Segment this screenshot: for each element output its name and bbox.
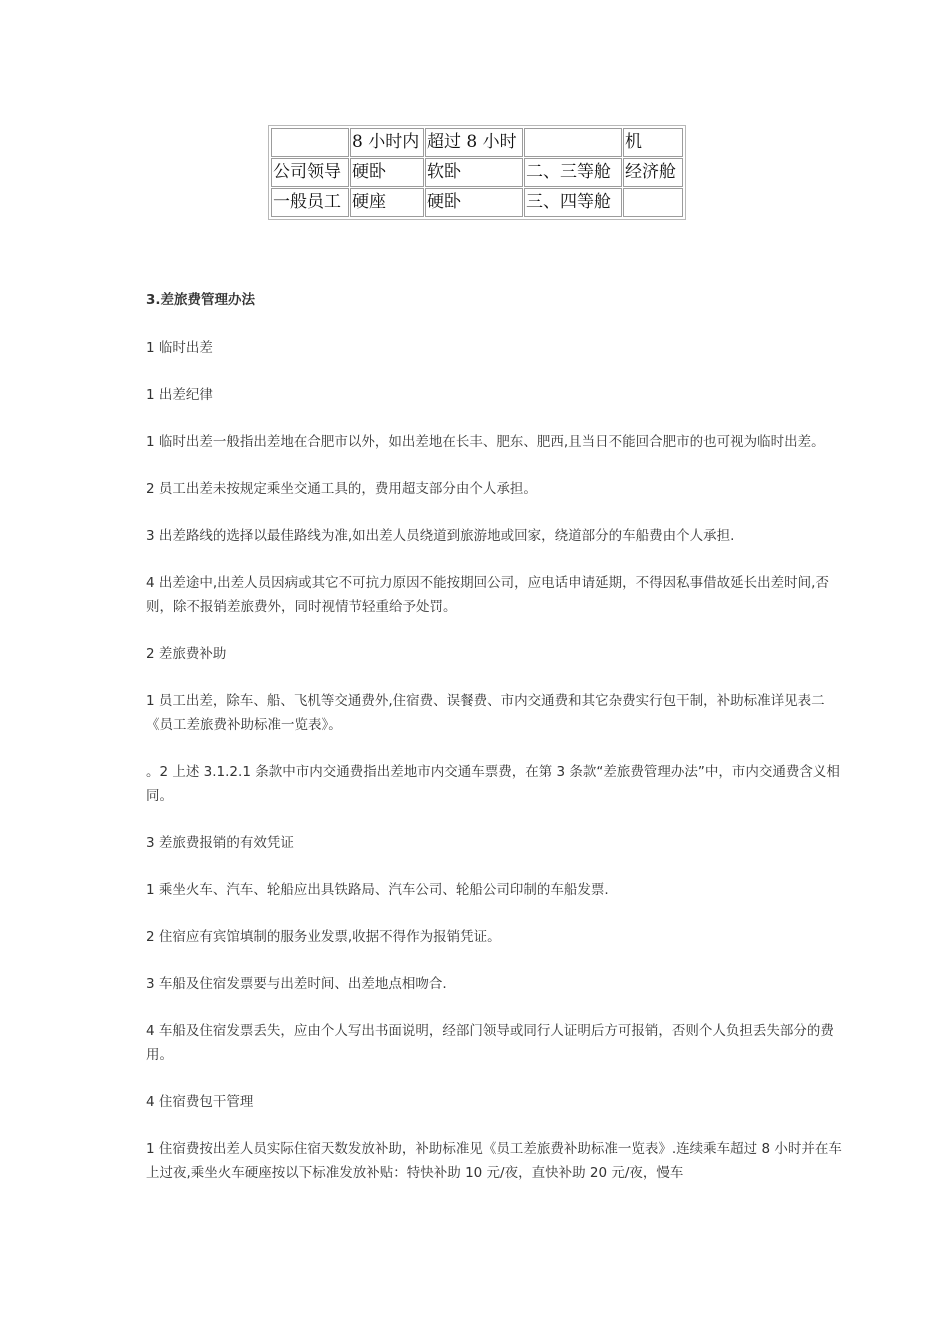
table-row <box>271 128 683 157</box>
travel-class-grid <box>270 127 684 218</box>
paragraph: 1 临时出差一般指出差地在合肥市以外，如出差地在长丰、肥东、肥西,且当日不能回合肥市的也可视为临时出差。 <box>146 434 825 450</box>
paragraph: 1 住宿费按出差人员实际住宿天数发放补助，补助标准见《员工差旅费补助标准一览表》.连续乘车超过 8 小时并在车上过夜,乘坐火车硬座按以下标准发放补贴：特快补助 10 元/夜，直快补助 20 元/夜，慢车 <box>146 1141 842 1181</box>
paragraph: 1 临时出差 <box>146 340 213 356</box>
paragraph: 2 差旅费补助 <box>146 646 227 662</box>
table-cell: 软卧 <box>425 158 523 187</box>
paragraph: 3 车船及住宿发票要与出差时间、出差地点相吻合. <box>146 976 447 992</box>
table-cell <box>271 128 349 157</box>
table-cell <box>524 128 622 157</box>
table-cell: 机 <box>623 128 683 157</box>
paragraph: 。2 上述 3.1.2.1 条款中市内交通费指出差地市内交通车票费，在第 3 条款“差旅费管理办法”中，市内交通费含义相同。 <box>146 764 840 804</box>
table-cell: 8 小时内 <box>350 128 424 157</box>
paragraph: 1 出差纪律 <box>146 387 213 403</box>
table-cell: 一般员工 <box>271 188 349 217</box>
paragraph: 3 出差路线的选择以最佳路线为准,如出差人员绕道到旅游地或回家，绕道部分的车船费由个人承担. <box>146 528 735 544</box>
section-heading: 3.差旅费管理办法 <box>146 292 256 308</box>
table-cell: 硬座 <box>350 188 424 217</box>
table-cell <box>623 188 683 217</box>
paragraph: 4 住宿费包干管理 <box>146 1094 254 1110</box>
table-row <box>271 188 683 217</box>
travel-class-table <box>268 125 686 220</box>
paragraph: 1 员工出差，除车、船、飞机等交通费外,住宿费、误餐费、市内交通费和其它杂费实行包干制，补助标准详见表二《员工差旅费补助标准一览表》。 <box>146 693 825 733</box>
paragraph: 1 乘坐火车、汽车、轮船应出具铁路局、汽车公司、轮船公司印制的车船发票. <box>146 882 609 898</box>
paragraph: 4 车船及住宿发票丢失，应由个人写出书面说明，经部门领导或同行人证明后方可报销，否则个人负担丢失部分的费用。 <box>146 1023 834 1063</box>
paragraph: 4 出差途中,出差人员因病或其它不可抗力原因不能按期回公司，应电话申请延期，不得因私事借故延长出差时间,否则，除不报销差旅费外，同时视情节轻重给予处罚。 <box>146 575 829 615</box>
table-cell: 经济舱 <box>623 158 683 187</box>
table-row <box>271 158 683 187</box>
table-cell: 公司领导 <box>271 158 349 187</box>
table-cell: 硬卧 <box>350 158 424 187</box>
paragraph: 2 员工出差未按规定乘坐交通工具的，费用超支部分由个人承担。 <box>146 481 537 497</box>
document-body <box>146 288 842 1208</box>
table-cell: 超过 8 小时 <box>425 128 523 157</box>
table-cell: 二、三等舱 <box>524 158 622 187</box>
table-cell: 三、四等舱 <box>524 188 622 217</box>
paragraph: 3 差旅费报销的有效凭证 <box>146 835 294 851</box>
table-cell: 硬卧 <box>425 188 523 217</box>
paragraph: 2 住宿应有宾馆填制的服务业发票,收据不得作为报销凭证。 <box>146 929 501 945</box>
